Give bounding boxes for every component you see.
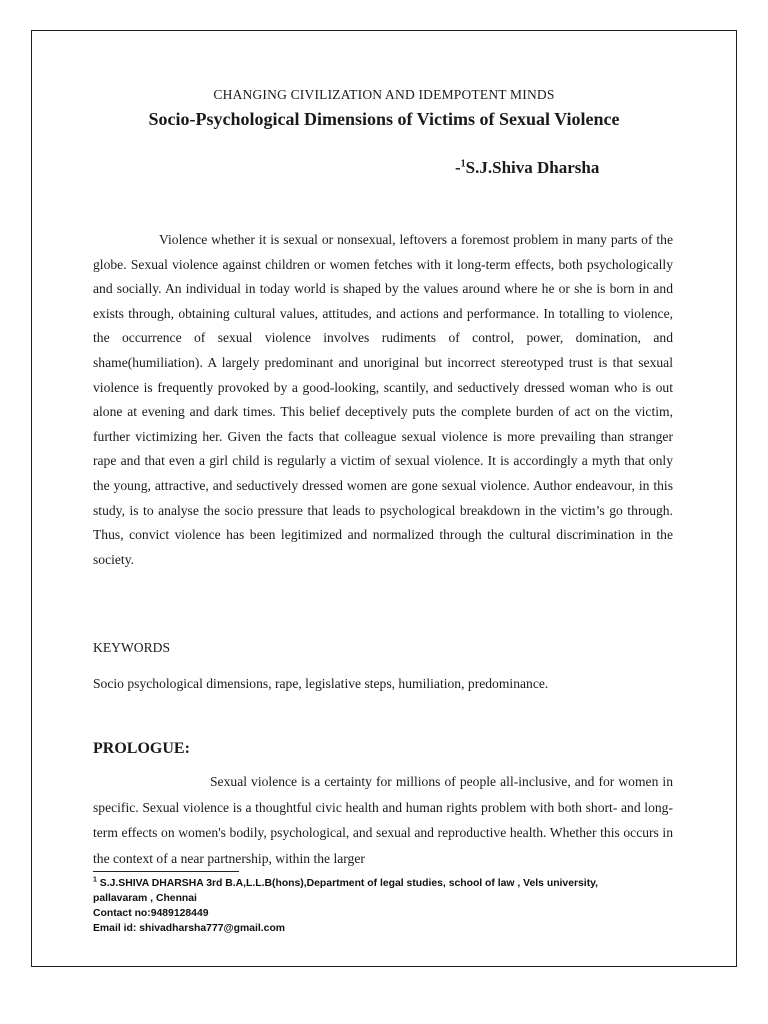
document-header: CHANGING CIVILIZATION AND IDEMPOTENT MINDS bbox=[213, 87, 555, 102]
footnote bbox=[93, 876, 653, 936]
footnote-mark: 1 bbox=[93, 876, 97, 884]
footnote-contact: Contact no:9489128449 bbox=[93, 908, 209, 919]
keywords-heading: KEYWORDS bbox=[93, 640, 171, 655]
author-line bbox=[455, 158, 599, 178]
author-footnote-mark: 1 bbox=[460, 158, 466, 170]
author-prefix: - bbox=[455, 158, 461, 177]
document-title: Socio-Psychological Dimensions of Victims of Sexual Violence bbox=[148, 109, 620, 129]
prologue-heading: PROLOGUE: bbox=[93, 740, 190, 757]
keywords-text: Socio psychological dimensions, rape, legislative steps, humiliation, predominance. bbox=[93, 676, 549, 691]
footnote-email: Email id: shivadharsha777@gmail.com bbox=[93, 923, 286, 934]
footnote-line-2: pallavaram , Chennai bbox=[93, 893, 197, 904]
footnote-line-1 bbox=[93, 876, 653, 891]
prologue-paragraph: Sexual violence is a certainty for millions of people all-inclusive, and for women in specific. Sexual violence is a thoughtful civic health and human rights problem with both short- and long-term effects on women's bodily, psychological, and sexual and reproductive health. Whether this occurs in the context of a near partnership, within the larger bbox=[93, 774, 673, 866]
footnote-separator bbox=[93, 871, 239, 872]
author-name: S.J.Shiva Dharsha bbox=[465, 158, 600, 177]
abstract-paragraph: Violence whether it is sexual or nonsexual, leftovers a foremost problem in many parts of the globe. Sexual violence against children or women fetches with it long-term effects, both psychologically and socially. An individual in today world is shaped by the values around where he or she is born in and exists through, obtaining cultural values, attitudes, and actions and performance. In totalling to violence, the occurrence of sexual violence involves rudiments of control, power, domination, and shame(humiliation). A largely predominant and unoriginal but incorrect stereotyped trust is that sexual violence is frequently provoked by a good-looking, scantily, and seductively dressed woman who is out alone at evening and dark times. This belief deceptively puts the complete burden of act on the victim, further victimizing her. Given the facts that colleague sexual violence is more prevailing than stranger rape and that even a girl child is regularly a victim of sexual violence. It is accordingly a myth that only the young, attractive, and seductively dressed women are gone sexual violence. Author endeavour, in this study, is to analyse the socio pressure that leads to psychological breakdown in the victim’s go through. Thus, convict violence has been legitimized and normalized through the cultural discrimination in the society. bbox=[93, 232, 673, 567]
footnote-author-affiliation: S.J.SHIVA DHARSHA 3rd B.A,L.L.B(hons),Department of legal studies, school of law , Vels university, bbox=[99, 878, 599, 889]
